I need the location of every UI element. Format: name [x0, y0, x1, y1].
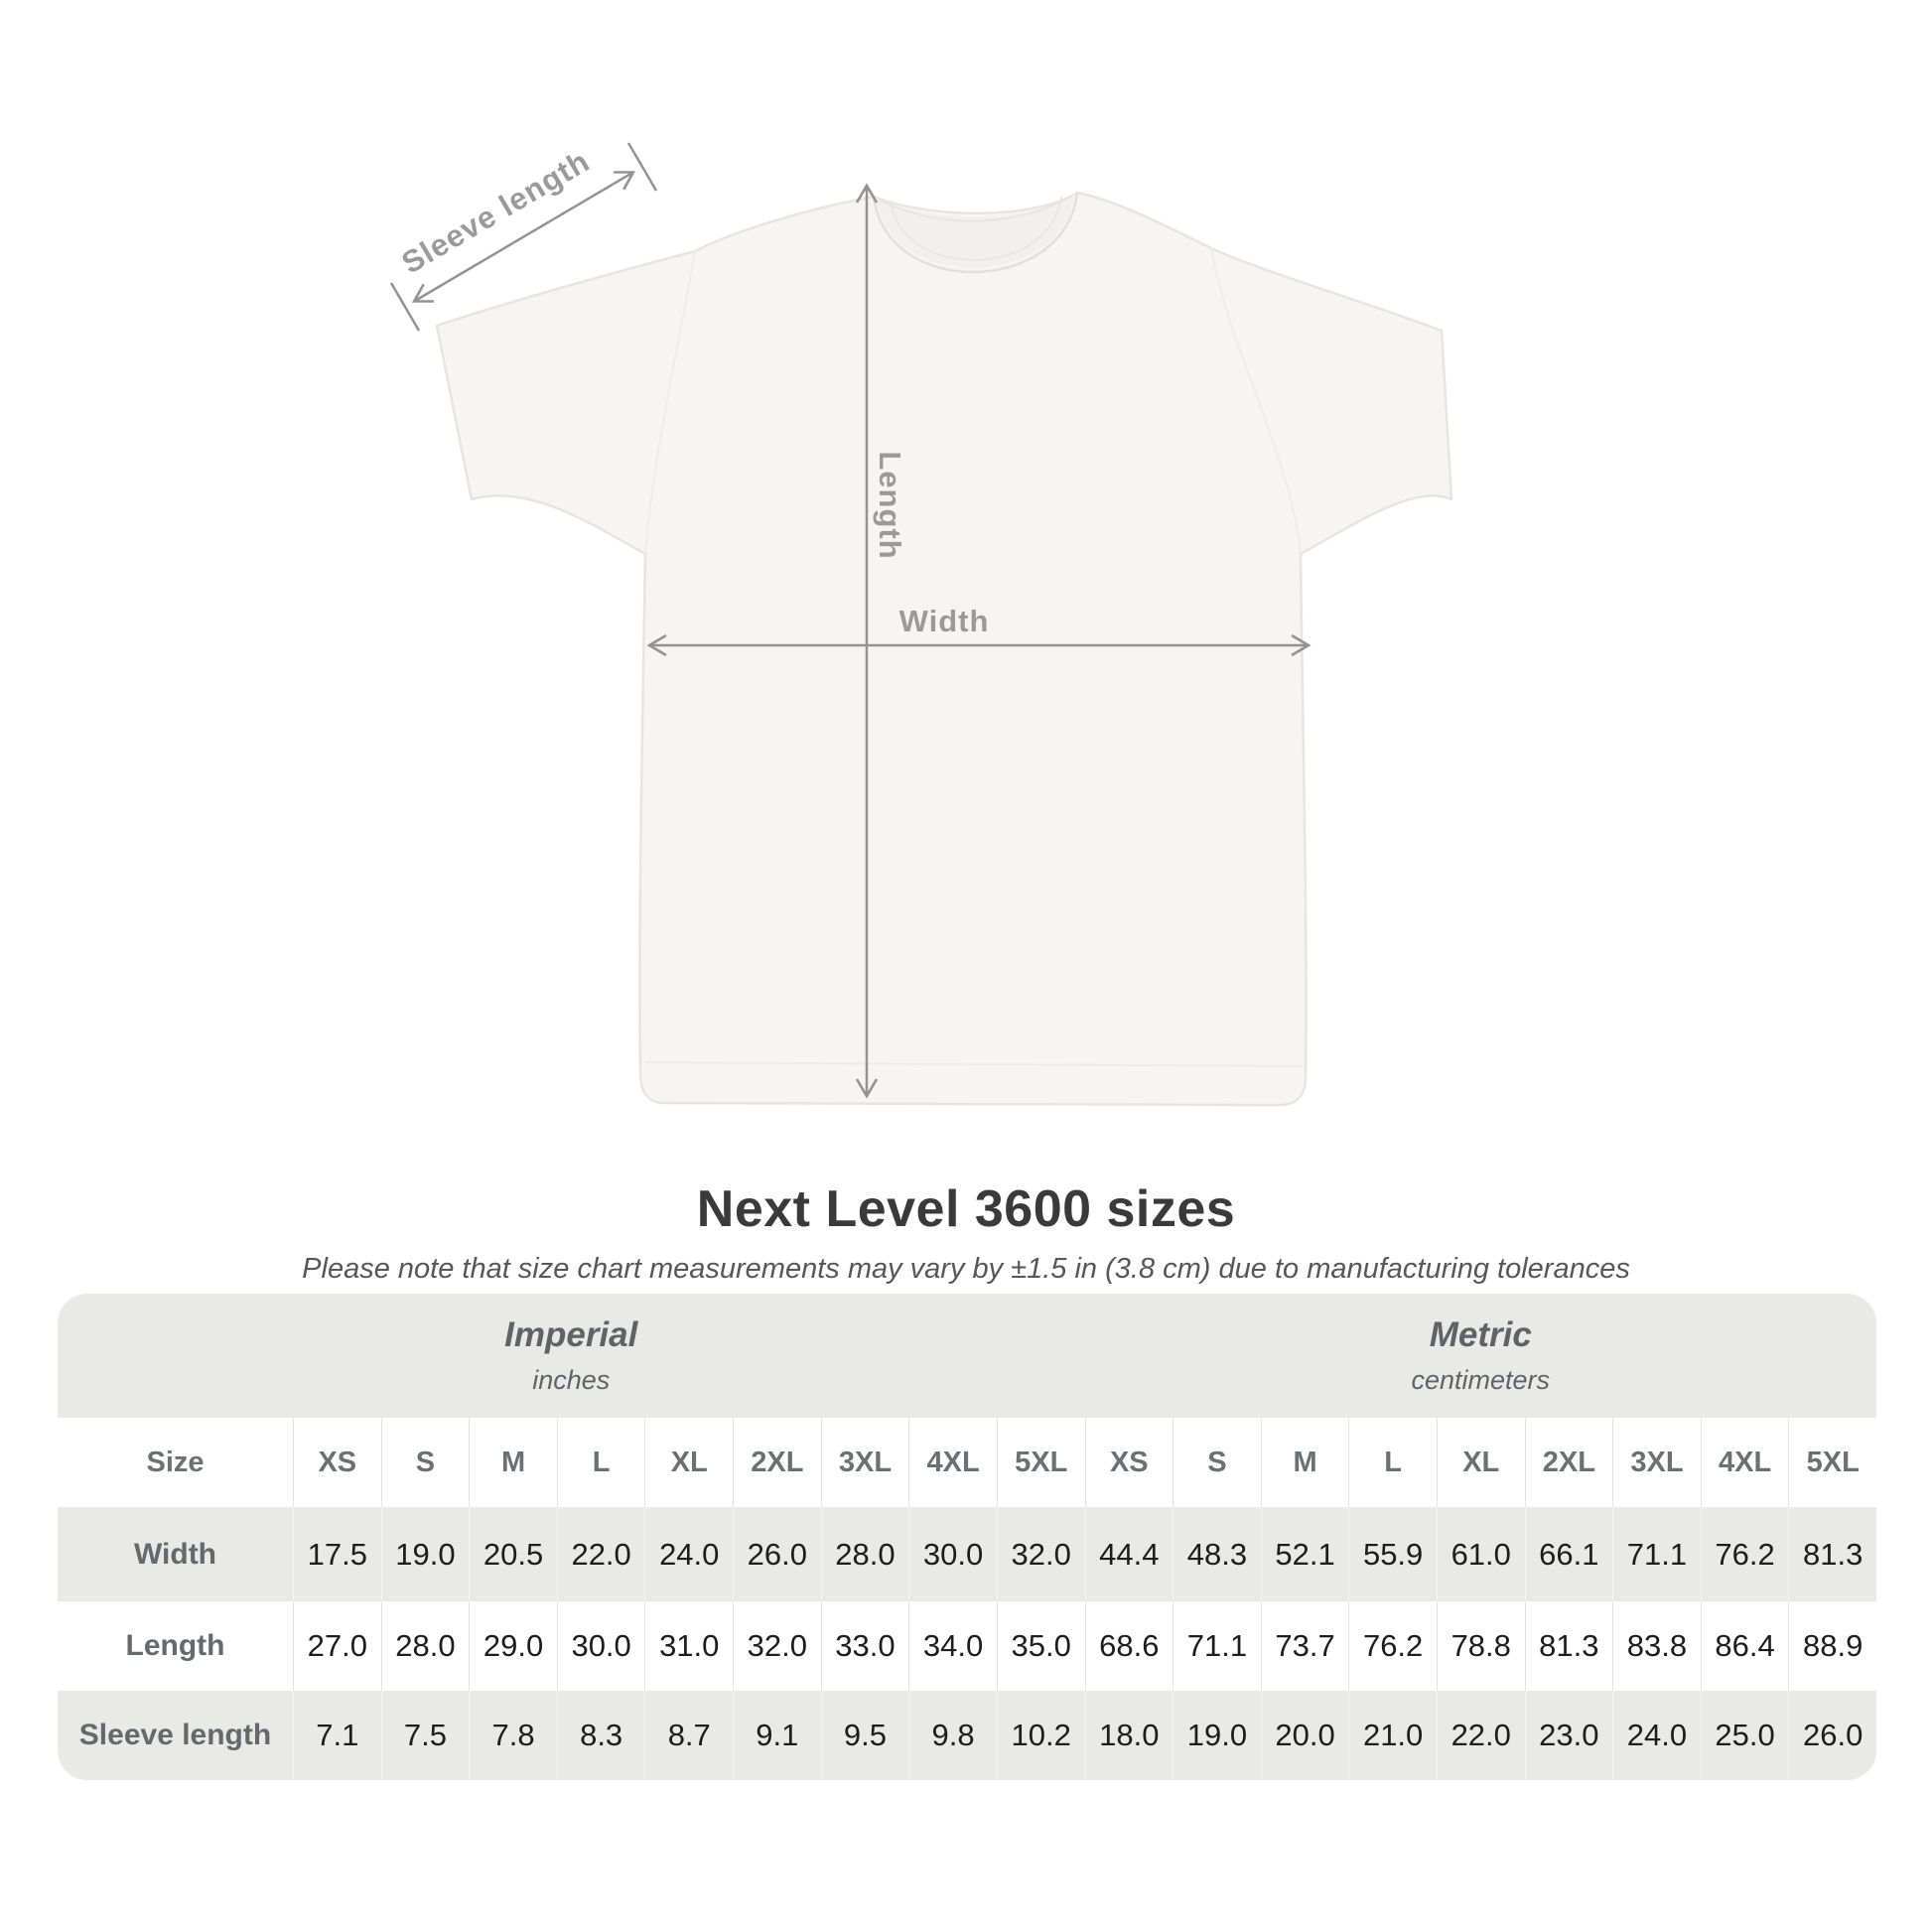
- table-cell: 29.0: [469, 1601, 557, 1691]
- table-cell: 76.2: [1348, 1601, 1437, 1691]
- table-cell: 20.0: [1261, 1691, 1349, 1780]
- table-cell: 9.1: [733, 1691, 821, 1780]
- table-cell: 24.0: [644, 1507, 733, 1601]
- table-cell: 81.3: [1525, 1601, 1613, 1691]
- col-header-s: S: [1173, 1418, 1261, 1507]
- table-cell: 20.5: [469, 1507, 557, 1601]
- table-cell: 7.1: [293, 1691, 381, 1780]
- col-header-4xl: 4XL: [908, 1418, 997, 1507]
- col-header-3xl: 3XL: [1612, 1418, 1701, 1507]
- tshirt-body: [437, 193, 1451, 1105]
- col-header-m: M: [469, 1418, 557, 1507]
- table-cell: 83.8: [1612, 1601, 1701, 1691]
- col-header-l: L: [1348, 1418, 1437, 1507]
- table-cell: 52.1: [1261, 1507, 1349, 1601]
- table-cell: 19.0: [381, 1507, 470, 1601]
- table-cell: 31.0: [644, 1601, 733, 1691]
- length-label: Length: [873, 451, 907, 560]
- col-header-5xl: 5XL: [997, 1418, 1085, 1507]
- table-cell: 17.5: [293, 1507, 381, 1601]
- col-header-l: L: [557, 1418, 645, 1507]
- table-cell: 22.0: [1437, 1691, 1525, 1780]
- row-label-width: Width: [58, 1507, 293, 1601]
- sleeve-arrow-tick-top: [628, 143, 656, 191]
- table-cell: 71.1: [1612, 1507, 1701, 1601]
- table-cell: 73.7: [1261, 1601, 1349, 1691]
- table-cell: 30.0: [908, 1507, 997, 1601]
- col-header-2xl: 2XL: [1525, 1418, 1613, 1507]
- table-cell: 24.0: [1612, 1691, 1701, 1780]
- tshirt-measurement-diagram: [328, 127, 1509, 1138]
- col-header-size: Size: [58, 1418, 293, 1507]
- table-cell: 10.2: [997, 1691, 1085, 1780]
- imperial-label: Imperial: [504, 1315, 638, 1354]
- table-cell: 7.8: [469, 1691, 557, 1780]
- table-cell: 32.0: [997, 1507, 1085, 1601]
- tshirt-diagram-svg: [328, 127, 1509, 1138]
- metric-group-header: [1085, 1294, 1877, 1418]
- table-cell: 66.1: [1525, 1507, 1613, 1601]
- col-header-xs: XS: [293, 1418, 381, 1507]
- col-header-3xl: 3XL: [821, 1418, 909, 1507]
- table-cell: 61.0: [1437, 1507, 1525, 1601]
- table-cell: 68.6: [1085, 1601, 1173, 1691]
- table-cell: 30.0: [557, 1601, 645, 1691]
- row-label-length: Length: [58, 1601, 293, 1691]
- table-cell: 86.4: [1701, 1601, 1789, 1691]
- table-cell: 8.3: [557, 1691, 645, 1780]
- imperial-group-header: [58, 1294, 1085, 1418]
- table-cell: 48.3: [1173, 1507, 1261, 1601]
- table-cell: 18.0: [1085, 1691, 1173, 1780]
- imperial-unit-label: inches: [532, 1365, 611, 1395]
- table-cell: 22.0: [557, 1507, 645, 1601]
- table-cell: 21.0: [1348, 1691, 1437, 1780]
- table-cell: 19.0: [1173, 1691, 1261, 1780]
- col-header-5xl: 5XL: [1788, 1418, 1876, 1507]
- tolerance-note: Please note that size chart measurements may vary by ±1.5 in (3.8 cm) due to manufacturing tolerances: [302, 1253, 1630, 1285]
- table-cell: 8.7: [644, 1691, 733, 1780]
- size-chart-table: [58, 1294, 1876, 1780]
- table-cell: 9.8: [908, 1691, 997, 1780]
- table-cell: 27.0: [293, 1601, 381, 1691]
- table-cell: 33.0: [821, 1601, 909, 1691]
- table-cell: 34.0: [908, 1601, 997, 1691]
- col-header-m: M: [1261, 1418, 1349, 1507]
- tshirt-graphic: [437, 193, 1451, 1105]
- table-cell: 78.8: [1437, 1601, 1525, 1691]
- table-cell: 71.1: [1173, 1601, 1261, 1691]
- table-cell: 44.4: [1085, 1507, 1173, 1601]
- row-label-sleeve-length: Sleeve length: [58, 1691, 293, 1780]
- table-cell: 55.9: [1348, 1507, 1437, 1601]
- table-cell: 26.0: [1788, 1691, 1876, 1780]
- col-header-s: S: [381, 1418, 470, 1507]
- col-header-xl: XL: [1437, 1418, 1525, 1507]
- table-cell: 26.0: [733, 1507, 821, 1601]
- table-cell: 81.3: [1788, 1507, 1876, 1601]
- sleeve-arrow-tick-bottom: [391, 283, 419, 331]
- sleeve-length-label: Sleeve length: [395, 143, 596, 281]
- table-cell: 9.5: [821, 1691, 909, 1780]
- table-cell: 76.2: [1701, 1507, 1789, 1601]
- col-header-4xl: 4XL: [1701, 1418, 1789, 1507]
- table-cell: 23.0: [1525, 1691, 1613, 1780]
- col-header-2xl: 2XL: [733, 1418, 821, 1507]
- table-cell: 32.0: [733, 1601, 821, 1691]
- page-title: Next Level 3600 sizes: [696, 1180, 1236, 1238]
- metric-unit-label: centimeters: [1411, 1365, 1551, 1395]
- table-cell: 35.0: [997, 1601, 1085, 1691]
- table-cell: 7.5: [381, 1691, 470, 1780]
- table-cell: 28.0: [821, 1507, 909, 1601]
- table-cell: 88.9: [1788, 1601, 1876, 1691]
- col-header-xs: XS: [1085, 1418, 1173, 1507]
- table-cell: 25.0: [1701, 1691, 1789, 1780]
- table-cell: 28.0: [381, 1601, 470, 1691]
- col-header-xl: XL: [644, 1418, 733, 1507]
- metric-label: Metric: [1429, 1315, 1532, 1354]
- width-label: Width: [898, 604, 990, 638]
